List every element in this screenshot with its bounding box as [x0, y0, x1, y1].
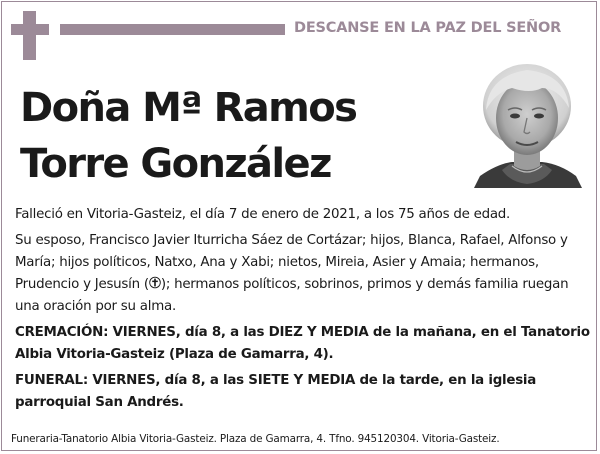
family-text-part-1: Su esposo, Francisco Javier Iturricha Sáez de Cortázar; hijos, Blanca, Rafael, Alfonso y María; hijos políticos, Natxo, Ana y Xabi; nietos, Mireia, Asier y Amaia; hermanos, Prudencio y Jesusín (	[15, 233, 568, 292]
death-notice-paragraph: Falleció en Vitoria-Gasteiz, el día 7 de enero de 2021, a los 75 años de edad.	[15, 207, 511, 222]
cross-in-circle-icon	[149, 276, 161, 289]
deceased-portrait	[472, 58, 582, 188]
cremation-paragraph: CREMACIÓN: VIERNES, día 8, a las DIEZ Y MEDIA de la mañana, en el Tanatorio Albia Vitoria-Gasteiz (Plaza de Gamarra, 4).	[15, 325, 590, 362]
family-paragraph	[15, 230, 590, 318]
deceased-name	[20, 80, 460, 192]
header-title: DESCANSE EN LA PAZ DEL SEÑOR	[294, 20, 562, 36]
header-rule	[60, 24, 285, 35]
funeral-paragraph: FUNERAL: VIERNES, día 8, a las SIETE Y MEDIA de la tarde, en la iglesia parroquial San Andrés.	[15, 373, 537, 410]
notice-body	[15, 204, 590, 418]
cross-vertical-bar	[23, 11, 36, 60]
cross-horizontal-bar	[11, 24, 49, 35]
family-text-part-2: ); hermanos políticos, sobrinos, primos y demás familia ruegan una oración por su alma.	[15, 277, 569, 314]
deceased-name-line-2: Torre González	[20, 141, 331, 187]
deceased-name-line-1: Doña Mª Ramos	[20, 85, 357, 131]
funeral-home-footer: Funeraria-Tanatorio Albia Vitoria-Gasteiz. Plaza de Gamarra, 4. Tfno. 945120304. Vitoria-Gasteiz.	[11, 433, 500, 445]
portrait-image	[472, 58, 582, 188]
